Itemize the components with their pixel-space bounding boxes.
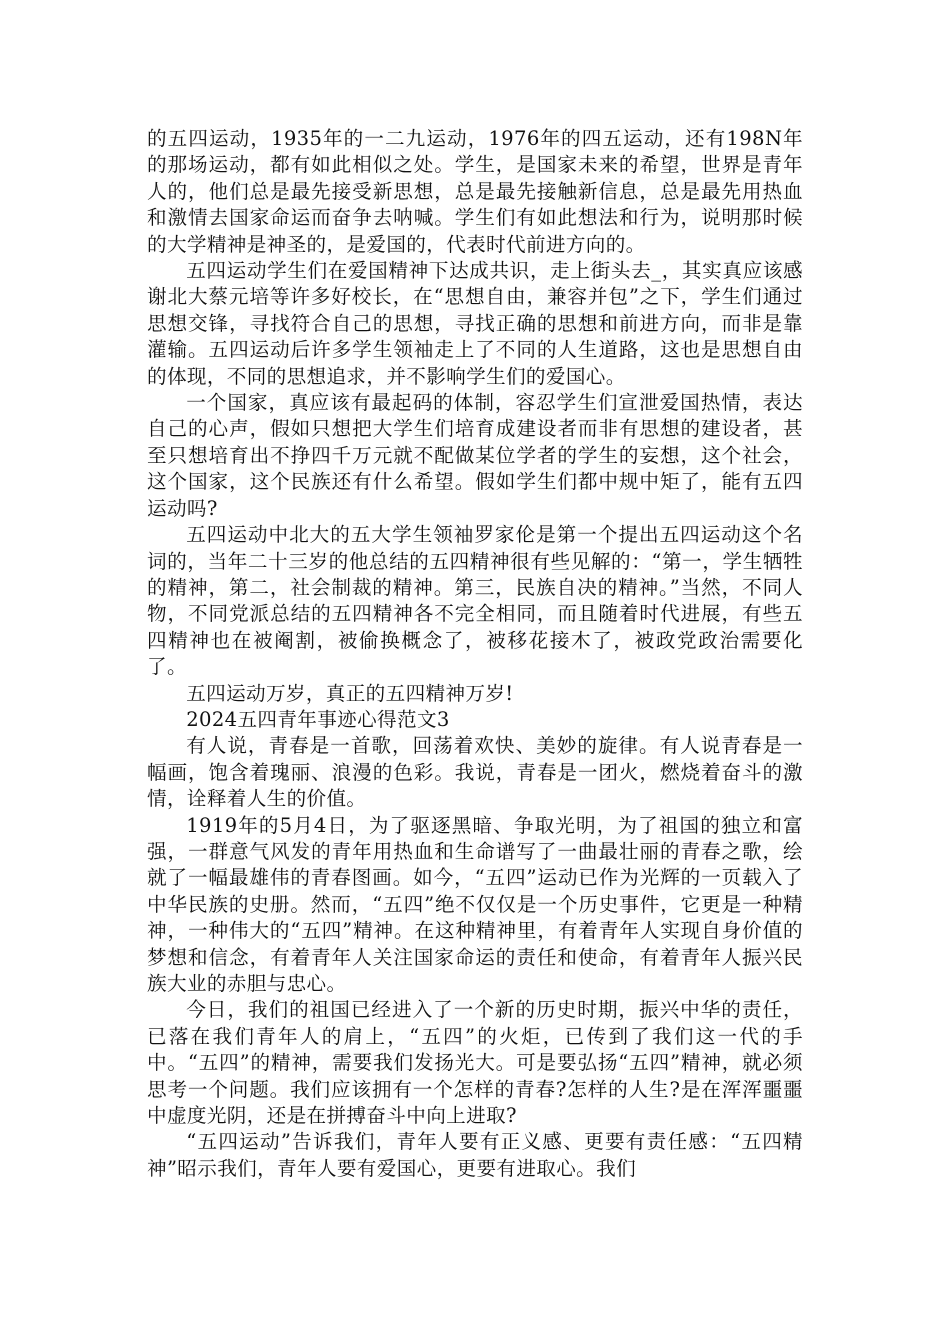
paragraph-3: 一个国家，真应该有最起码的体制，容忍学生们宣泄爱国热情，表达自己的心声，假如只想把大学生们培育成建设者而非有思想的建设者，甚至只想培育出不挣四千万元就不配做某位学者的学生的妄想，这个社会，这个国家，这个民族还有什么希望。假如学生们都中规中矩了，能有五四运动吗? [147, 391, 803, 520]
paragraph-1: 的五四运动，1935年的一二九运动，1976年的四五运动，还有198N年的那场运动，都有如此相似之处。学生，是国家未来的希望，世界是青年人的，他们总是最先接受新思想，总是最先接触新信息，总是最先用热血和激情去国家命运而奋争去呐喊。学生们有如此想法和行为，说明那时候的大学精神是神圣的，是爱国的，代表时代前进方向的。 [147, 127, 803, 256]
section-heading: 2024五四青年事迹心得范文3 [186, 707, 450, 731]
paragraph-2: 五四运动学生们在爱国精神下达成共识，走上街头去_，其实真应该感谢北大蔡元培等许多好校长，在“思想自由，兼容并包”之下，学生们通过思想交锋，寻找符合自己的思想，寻找正确的思想和前进方向，而非是靠灌输。五四运动后许多学生领袖走上了不同的人生道路，这也是思想自由的体现，不同的思想追求，并不影响学生们的爱国心。 [147, 259, 803, 388]
paragraph-9: 今日，我们的祖国已经进入了一个新的历史时期，振兴中华的责任，已落在我们青年人的肩上，“五四”的火炬，已传到了我们这一代的手中。“五四”的精神，需要我们发扬光大。可是要弘扬“五四”精神，就必须思考一个问题。我们应该拥有一个怎样的青春?怎样的人生?是在浑浑噩噩中虚度光阴，还是在拼搏奋斗中向上进取? [147, 998, 803, 1128]
paragraph-4: 五四运动中北大的五大学生领袖罗家伦是第一个提出五四运动这个名词的，当年二十三岁的他总结的五四精神很有些见解的：“第一，学生牺牲的精神，第二，社会制裁的精神。第三，民族自决的精神。”当然，不同人物，不同党派总结的五四精神各不完全相同，而且随着时代进展，有些五四精神也在被阉割，被偷换概念了，被移花接木了，被政党政治需要化了。 [147, 523, 803, 679]
paragraph-10: “五四运动”告诉我们，青年人要有正义感、更要有责任感：“五四精神”昭示我们，青年人要有爱国心，更要有进取心。我们 [147, 1130, 803, 1180]
paragraph-5: 五四运动万岁，真正的五四精神万岁! [186, 681, 514, 705]
paragraph-7: 有人说，青春是一首歌，回荡着欢快、美妙的旋律。有人说青春是一幅画，饱含着瑰丽、浪漫的色彩。我说，青春是一团火，燃烧着奋斗的激情，诠释着人生的价值。 [147, 734, 803, 811]
paragraph-8: 1919年的5月4日，为了驱逐黑暗、争取光明，为了祖国的独立和富强，一群意气风发的青年用热血和生命谱写了一曲最壮丽的青春之歌，绘就了一幅最雄伟的青春图画。如今，“五四”运动已作为光辉的一页载入了中华民族的史册。然而，“五四”绝不仅仅是一个历史事件，它更是一种精神，一种伟大的“五四”精神。在这种精神里，有着青年人实现自身价值的梦想和信念，有着青年人关注国家命运的责任和使命，有着青年人振兴民族大业的赤胆与忠心。 [147, 813, 803, 995]
document-page [147, 126, 803, 1182]
